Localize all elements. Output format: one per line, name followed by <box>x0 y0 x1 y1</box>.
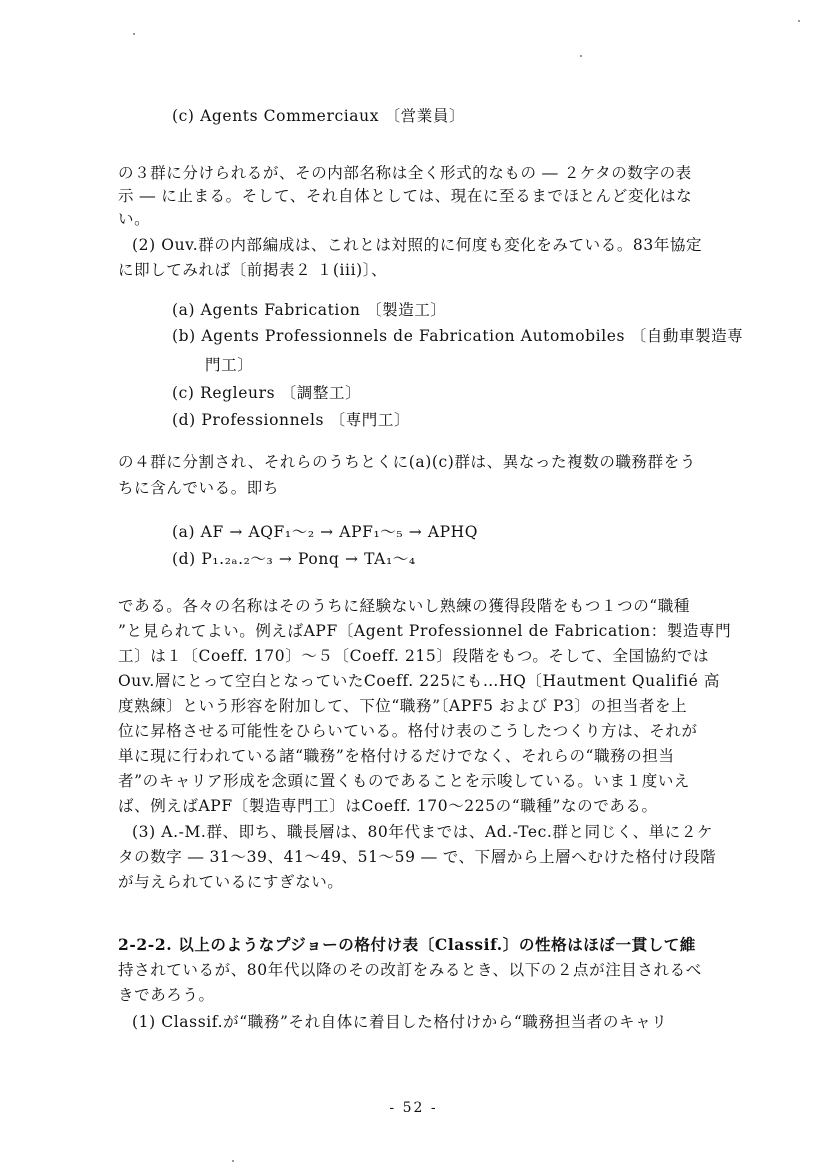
section-heading-line: 2-2-2. 以上のようなプジョーの格付け表〔Classif.〕の性格はほぼ一貫して維 <box>118 935 697 954</box>
scan-speck <box>232 1160 234 1162</box>
text-line-13: ちに含んでいる。即ち <box>118 479 280 497</box>
text-line-4: い。 <box>118 210 151 228</box>
scan-speck <box>798 20 800 22</box>
text-line-20: 度熟練〕という形容を附加して、下位“職務”〔APF5 および P3〕の担当者を上 <box>118 697 688 715</box>
text-line-18: 工〕は１〔Coeff. 170〕〜５〔Coeff. 215〕段階をもつ。そして、全国協約では <box>118 647 710 665</box>
list-item-b-continued: 門工〕 <box>205 356 254 374</box>
text-line-2: の３群に分けられるが、その内部名称は全く形式的なもの ― ２ケタの数字の表 <box>118 164 692 182</box>
text-line-17: ”と見られてよい。例えばAPF〔Agent Professionnel de Fabrication：製造専門 <box>118 622 732 640</box>
list-item-c: (c) Regleurs 〔調整工〕 <box>172 384 362 402</box>
text-line-30: きであろう。 <box>118 986 215 1004</box>
list-item-b: (b) Agents Professionnels de Fabrication Automobiles 〔自動車製造専 <box>172 327 744 345</box>
text-line-19: Ouv.層にとって空白となっていたCoeff. 225にも…HQ〔Hautment Qualifié 高 <box>118 672 720 690</box>
text-line-23: 者”のキャリア形成を念頭に置くものであることを示唆している。いま１度いえ <box>118 772 691 790</box>
scan-speck <box>580 55 582 57</box>
sequence-d: (d) P₁.₂ₐ.₂〜₃ → Ponq → TA₁〜₄ <box>172 550 416 568</box>
text-line-22: 単に現に行われている諸“職務”を格付けるだけでなく、それらの“職務の担当 <box>118 747 675 765</box>
sequence-a: (a) AF → AQF₁〜₂ → APF₁〜₅ → APHQ <box>172 523 479 541</box>
text-line-5: (2) Ouv.群の内部編成は、これとは対照的に何度も変化をみている。83年協定 <box>132 236 703 254</box>
page-number: - 52 - <box>389 1100 438 1116</box>
text-line-16: である。各々の名称はそのうちに経験ないし熟練の獲得段階をもつ１つの“職種 <box>118 597 691 615</box>
text-line-3: 示 ― に止まる。そして、それ自体としては、現在に至るまでほとんど変化はな <box>118 187 693 205</box>
scan-speck <box>133 33 135 35</box>
text-line-25: (3) A.-M.群、即ち、職長層は、80年代までは、Ad.-Tec.群と同じく、単に２ケ <box>132 823 714 841</box>
text-line-6: に即してみれば〔前掲表２ １(iii)〕、 <box>118 261 388 279</box>
text-line-26: タの数字 ― 31〜39、41〜49、51〜59 ― で、下層から上層へむけた格付け段階 <box>118 848 717 866</box>
text-line-27: が与えられているにすぎない。 <box>118 873 344 891</box>
text-line-21: 位に昇格させる可能性をひらいている。格付け表のこうしたつくり方は、それが <box>118 722 698 740</box>
list-item-a: (a) Agents Fabrication 〔製造工〕 <box>172 301 447 319</box>
text-line-29: 持されているが、80年代以降のその改訂をみるとき、以下の２点が注目されるべ <box>118 961 702 979</box>
text-line-31: (1) Classif.が“職務”それ自体に着目した格付けから“職務担当者のキャリ <box>132 1013 668 1031</box>
text-line-1: (c) Agents Commerciaux 〔営業員〕 <box>172 107 466 125</box>
list-item-d: (d) Professionnels 〔専門工〕 <box>172 411 411 429</box>
text-line-24: ば、例えばAPF〔製造専門工〕はCoeff. 170〜225の“職種”なのである。 <box>118 797 658 815</box>
text-line-12: の４群に分割され、それらのうちとくに(a)(c)群は、異なった複数の職務群をう <box>118 453 696 471</box>
